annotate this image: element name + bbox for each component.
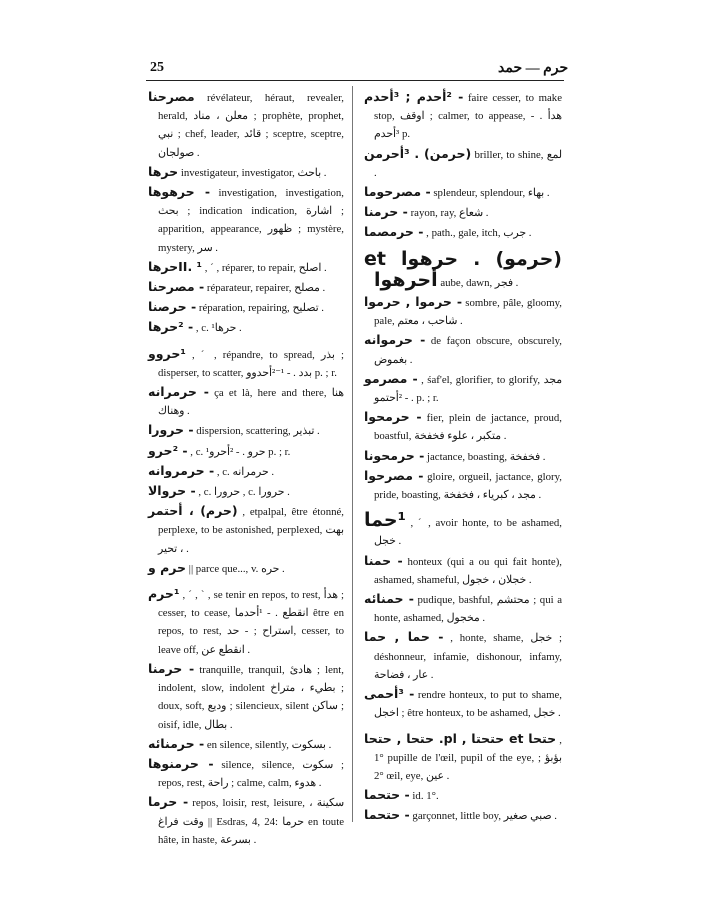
- entry-headword: - مصرحوا: [364, 467, 424, 483]
- entry-headword: - حتحما: [364, 787, 410, 803]
- dictionary-entry: [364, 408, 562, 445]
- dictionary-entry: [148, 298, 344, 317]
- entry-definition: splendeur, splendour, بهاء .: [430, 187, 550, 200]
- dictionary-entry: [148, 383, 344, 420]
- entry-definition: briller, to shine, لمع .: [374, 148, 562, 179]
- page-number: 25: [150, 60, 164, 75]
- entry-definition: fier, plein de jactance, proud, boastful, متكبر ، علوء فخفخة .: [374, 412, 562, 443]
- entry-definition: réparation, repairing, تصليح .: [196, 302, 325, 315]
- dictionary-entry: [364, 331, 562, 368]
- entry-definition: sombre, pâle, gloomy, pale, شاحب ، معتم .: [374, 297, 562, 328]
- entry-definition: dispersion, scattering, تبذير .: [193, 425, 320, 438]
- entry-definition: , ˊ , ˋ , se tenir en repos, to rest, هدأ ; cesser, to cease, انقطع . - ¹أحدما être en repos, to rest, استراح ; - حد, cesser, to leave off, انقطع عن .: [158, 589, 345, 656]
- entry-definition: ça et là, here and there, هنا وهناك .: [158, 387, 344, 418]
- entry-definition: , ˊ , avoir honte, to be ashamed, خجل .: [374, 517, 562, 548]
- entry-headword: ¹حما: [364, 509, 406, 532]
- entry-definition: faire cesser, to make stop, اوقف ; calmer, to appease, هدأ . - ³أحدم p.: [374, 92, 562, 141]
- entry-definition: , śaf'el, glorifier, to glorify, مجد . - ²أحتمو p. ; r.: [374, 373, 562, 405]
- dictionary-entry: [364, 786, 562, 805]
- dictionary-entry: [364, 806, 562, 825]
- dictionary-entry: [364, 183, 562, 202]
- entry-headword: - حرمحوا: [364, 409, 422, 425]
- entry-definition: , ˊ , réparer, to repair, اصلح .: [202, 261, 327, 274]
- entry-definition: || parce que..., v. حره .: [186, 562, 285, 575]
- entry-definition: , c. حرمرانه .: [214, 465, 275, 478]
- entry-headword: - حمنا: [364, 552, 403, 568]
- entry-definition: rendre honteux, to put to shame, اخجل ; être honteux, to be ashamed, خجل .: [374, 689, 562, 720]
- entry-definition: investigateur, investigator, باحث .: [178, 166, 327, 179]
- dictionary-entry: [364, 628, 562, 684]
- entry-headword: - حما , حما: [364, 629, 444, 645]
- entry-definition: , 1° pupille de l'œil, pupil of the eye, بؤبؤ ; 2° œil, eye, عين .: [374, 733, 562, 782]
- entry-headword: - ²حرو: [148, 442, 188, 458]
- entry-definition: rayon, ray, شعاع .: [407, 207, 489, 220]
- right-column: [364, 88, 562, 827]
- entry-headword: حتحا et حتحتا , pl. حتحا , حتحا: [364, 730, 557, 746]
- entry-definition: révélateur, héraut, revealer, herald, معلن ، مناد ; prophète, prophet, نبي ; chef, leader, قائد ; sceptre, sceptre, صولجان .: [158, 92, 345, 159]
- dictionary-entry: [148, 88, 344, 162]
- dictionary-entry: [148, 755, 344, 792]
- dictionary-entry: [364, 223, 562, 242]
- entry-definition: , etpalpal, être étonné, perplexe, to be astonished, perplexed, بهت ، تحير .: [158, 506, 344, 555]
- entry-headword: مصرحنا: [148, 89, 195, 104]
- left-column: [148, 88, 344, 850]
- entry-definition: id. 1°.: [409, 790, 439, 803]
- dictionary-entry: [364, 447, 562, 466]
- entry-definition: réparateur, repairer, مصلح .: [204, 282, 326, 295]
- entry-definition: , c. ¹حرو . - ²أحرو p. ; r.: [187, 445, 291, 458]
- dictionary-entry: [148, 421, 344, 440]
- entry-headword: (حرمن) . ³أحرمن: [364, 145, 472, 161]
- dictionary-entry: [148, 559, 344, 578]
- entry-headword: - حرمحونا: [364, 447, 425, 463]
- dictionary-entry: [148, 793, 344, 849]
- dictionary-entry: [364, 88, 562, 144]
- entry-headword: - حرمروانه: [148, 462, 215, 478]
- entry-definition: , ˊ , répandre, to spread, بذر ; disperser, to scatter, بدد . - ¹⁻²أحدوو p. ; r.: [158, 348, 344, 379]
- dictionary-entry: [364, 203, 562, 222]
- entry-headword: حرم و: [148, 559, 187, 575]
- entry-definition: honteux (qui a ou qui fait honte), ashamed, shameful, خجلان ، خجول .: [374, 555, 562, 586]
- dictionary-entry: [364, 511, 562, 550]
- dictionary-entry: [364, 590, 562, 627]
- dictionary-entry: [148, 318, 344, 337]
- entry-headword: - حرهوها: [148, 184, 211, 200]
- dictionary-entry: [148, 163, 344, 182]
- dictionary-entry: [148, 502, 344, 558]
- entry-headword: - حرصنا: [148, 299, 197, 315]
- dictionary-entry: [148, 183, 344, 257]
- dictionary-entry: [148, 258, 344, 277]
- entry-definition: jactance, boasting, فخفخة .: [424, 450, 546, 463]
- entry-headword: - ³أحمى: [364, 686, 415, 702]
- entry-headword: - حرموانه: [364, 332, 426, 348]
- entry-definition: , c. حرورا , c. حرورا .: [195, 486, 290, 499]
- entry-definition: tranquille, tranquil, هادئ ; lent, indolent, slow, indolent بطيء ، متراخ ; doux, soft, وديع ; silencieux, silent ساكن ; oisif, idle, بطال .: [158, 663, 345, 731]
- dictionary-entry: [364, 293, 562, 330]
- dictionary-entry: [148, 345, 344, 382]
- dictionary-entry: [148, 278, 344, 297]
- dictionary-entry: [364, 552, 562, 589]
- entry-definition: aube, dawn, فجر .: [437, 276, 519, 289]
- entry-definition: , c. ¹حرها .: [193, 322, 242, 335]
- entry-headword: - مصرحوما: [364, 184, 431, 200]
- entry-headword: - حتحما: [364, 807, 410, 823]
- entry-headword: - مصرمو: [364, 370, 418, 386]
- column-divider: [352, 86, 353, 822]
- entry-definition: , path., gale, itch, جرب .: [423, 227, 532, 240]
- entry-definition: , honte, shame, خجل ; déshonneur, infamie, dishonour, infamy, عار ، فضاحة .: [374, 632, 562, 681]
- entry-definition: investigation, investigation, بحث ; indication indication, اشارة ; apparition, appearance, ظهور ; mystère, mystery, سر .: [158, 187, 344, 254]
- dictionary-entry: [364, 730, 562, 786]
- entry-definition: repos, loisir, rest, leisure, سكينة ، وقت فراغ || Esdras, 4, 24: حرما en toute hâte, in haste, بسرعة .: [158, 797, 345, 846]
- entry-headword: - ²حرها: [148, 319, 194, 335]
- entry-headword: حرها: [148, 163, 179, 179]
- entry-headword: - حروالا: [148, 483, 196, 499]
- dictionary-entry: [364, 145, 562, 182]
- entry-headword: - حرمصما: [364, 224, 424, 240]
- running-head: حرم — حمد: [498, 61, 569, 76]
- entry-definition: de façon obscure, obscurely, بغموض .: [374, 335, 562, 366]
- entry-definition: en silence, silently, بسكوت .: [204, 738, 332, 751]
- entry-headword: - مصرحنا: [148, 279, 205, 295]
- dictionary-entry: [148, 735, 344, 754]
- dictionary-entry: [364, 685, 562, 722]
- entry-headword: (حرم) ، أحتمر: [148, 503, 238, 519]
- entry-headword: - حرورا: [148, 422, 194, 438]
- entry-headword: - حرموا , حرموا: [364, 294, 463, 310]
- entry-definition: pudique, bashful, محتشم ; qui a honte, ashamed, مخجول .: [374, 594, 563, 625]
- dictionary-entry: [148, 442, 344, 461]
- dictionary-entry: [148, 660, 344, 734]
- dictionary-entry: [364, 247, 562, 292]
- dictionary-entry: [148, 585, 344, 659]
- entry-headword: - حرمنا: [148, 660, 195, 676]
- entry-definition: garçonnet, little boy, صبي صغير .: [409, 810, 557, 823]
- entry-headword: - حرمرانه: [148, 384, 209, 400]
- entry-headword: II. ¹حرها: [148, 258, 203, 274]
- dictionary-entry: [364, 370, 562, 407]
- header-rule: [146, 80, 564, 81]
- entry-headword: - حرمنوها: [148, 755, 214, 771]
- dictionary-entry: [148, 482, 344, 501]
- entry-headword: ¹حروو: [148, 345, 186, 361]
- entry-headword: - حمنائه: [364, 591, 414, 607]
- entry-headword: ¹حرم: [148, 586, 180, 602]
- entry-headword: (حرمو) . حرهوا et أحرهوا: [364, 247, 562, 291]
- entry-headword: - ²أحدم ; ³أحدم: [364, 89, 464, 104]
- entry-definition: gloire, orgueil, jactance, glory, pride, boasting, مجد ، كبرياء ، فخفخة .: [374, 470, 562, 502]
- entry-headword: - حرمنائه: [148, 735, 205, 751]
- dictionary-entry: [148, 462, 344, 481]
- dictionary-entry: [364, 467, 562, 504]
- entry-headword: - حرمنا: [364, 204, 408, 220]
- entry-definition: silence, silence, سكوت ; repos, rest, راحة ; calme, calm, هدوء .: [158, 758, 344, 790]
- entry-headword: - حرما: [148, 794, 189, 810]
